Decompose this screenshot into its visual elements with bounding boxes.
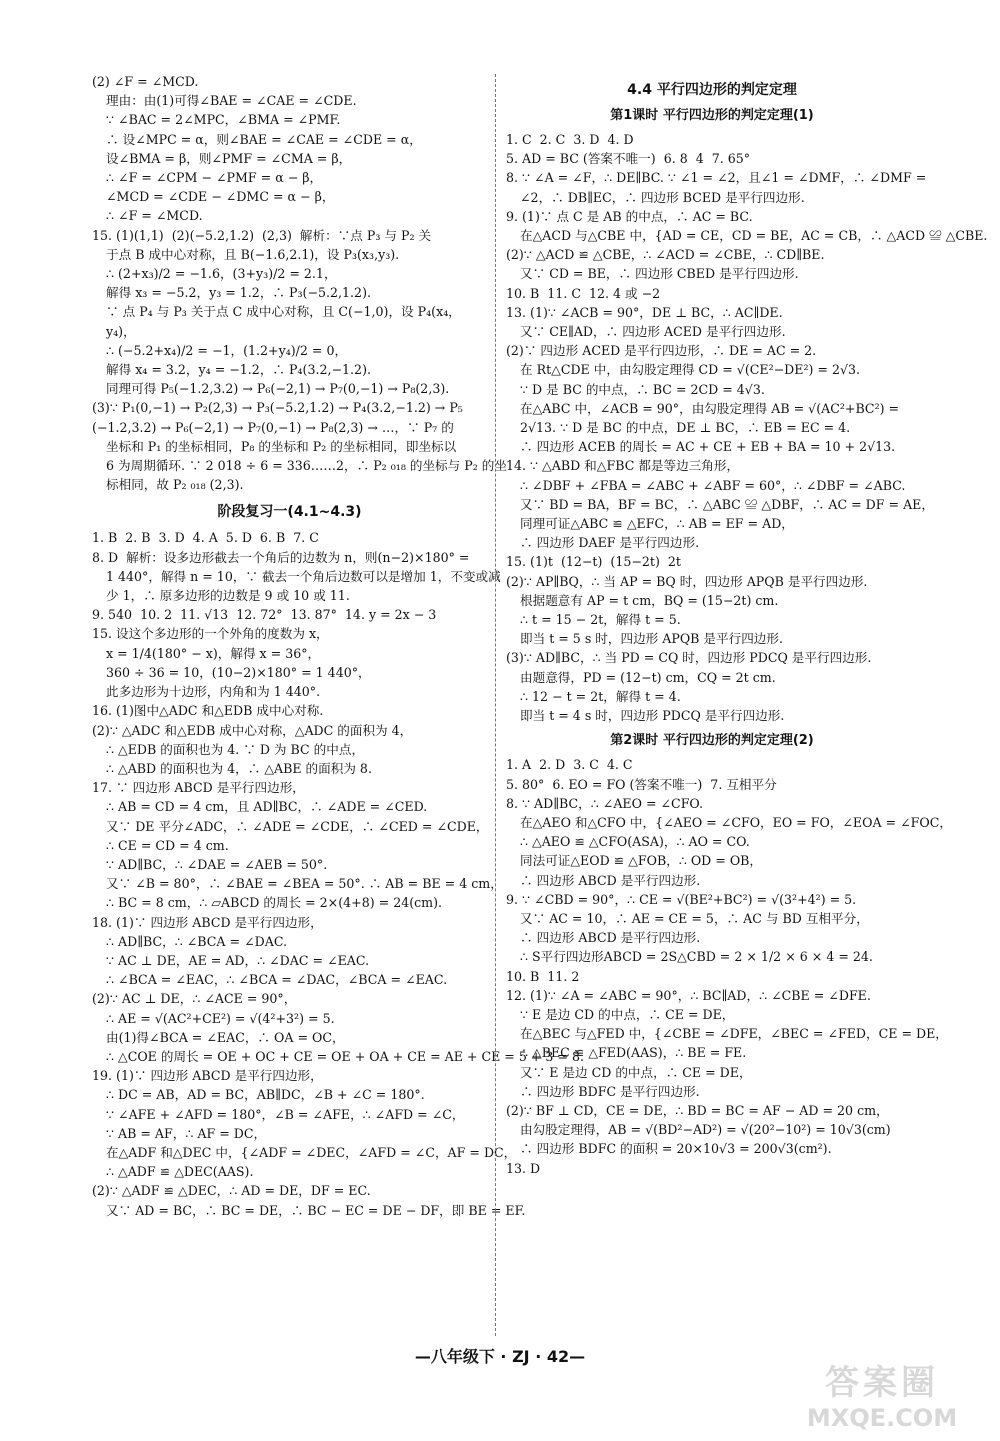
answer-line: y₄)， — [106, 323, 136, 339]
lesson-title: 第1课时 平行四边形的判定定理(1) — [610, 108, 814, 123]
answer-line: (−1.2,3.2) → P₆(−2,1) → P₇(0,−1) → P₈(2,3) → …，∵ P₇ 的 — [92, 419, 454, 435]
answer-line: 9. ∵ ∠CBD = 90°，∴ CE = √(BE²+BC²) = √(3²+4²) = 5. — [506, 891, 857, 907]
answer-line: 8. ∵ AD∥BC，∴ ∠AEO = ∠CFO. — [506, 795, 704, 811]
answer-line: 又∵ CD = BE，∴ 四边形 CBED 是平行四边形. — [520, 266, 799, 282]
answer-line: ∴ DC = AB，AD = BC，AB∥DC，∠B + ∠C = 180°. — [106, 1087, 425, 1103]
answer-line: 即当 t = 5 s 时，四边形 APQB 是平行四边形. — [520, 631, 783, 647]
answer-line: 14. ∵ △ABD 和△FBC 都是等边三角形， — [506, 458, 740, 474]
answer-line: ∵ D 是 BC 的中点，∴ BC = 2CD = 4√3. — [520, 381, 765, 397]
answer-line: ∵ AB = AF，∴ AF = DC， — [106, 1125, 267, 1141]
answer-line: ∴ (−5.2+x₄)/2 = −1，(1.2+y₄)/2 = 0， — [106, 342, 348, 358]
answer-line: 由勾股定理得，AB = √(BD²−AD²) = √(20²−10²) = 10√3(cm) — [520, 1122, 891, 1138]
answer-line: ∵ AD∥BC，∴ ∠DAE = ∠AEB = 50°. — [106, 856, 328, 872]
answer-line: 12. (1)∵ ∠A = ∠ABC = 90°，∴ BC∥AD，∴ ∠CBE = ∠DFE. — [506, 987, 871, 1003]
answer-line: 此多边形为十边形，内角和为 1 440°. — [106, 684, 321, 700]
answer-line: 17. ∵ 四边形 ABCD 是平行四边形， — [92, 780, 305, 796]
answer-line: 解得 x₃ = −5.2，y₃ = 1.2，∴ P₃(−5.2,1.2). — [106, 285, 371, 301]
answer-line: 18. (1)∵ 四边形 ABCD 是平行四边形， — [92, 914, 323, 930]
answer-line: ∴ 四边形 ACEB 的周长 = AC + CE + EB + BA = 10 + 2√13. — [520, 439, 896, 455]
answer-line: 理由：由(1)可得∠BAE = ∠CAE = ∠CDE. — [106, 93, 357, 109]
answer-line: 在△ABC 中，∠ACB = 90°，由勾股定理得 AB = √(AC²+BC²) = — [520, 400, 900, 416]
answer-line: 15. (1)t (12−t) (15−2t) 2t — [506, 554, 681, 570]
answer-line: 标相同，故 P₂ ₀₁₈ (2,3). — [106, 477, 244, 493]
answer-line: 19. (1)∵ 四边形 ABCD 是平行四边形， — [92, 1068, 323, 1084]
answer-line: (2) ∠F = ∠MCD. — [92, 74, 199, 89]
answer-line: 360 ÷ 36 = 10，(10−2)×180° = 1 440°， — [106, 664, 371, 680]
answer-line: 1 440°，解得 n = 10，∵ 截去一个角后边数可以是增加 1，不变或减 — [106, 568, 501, 584]
answer-line: 又∵ E 是边 CD 的中点，∴ CE = DE， — [520, 1064, 752, 1080]
answer-line: ∴ 四边形 BDFC 是平行四边形. — [520, 1083, 700, 1099]
page-footer: —八年级下 · ZJ · 42— — [414, 1347, 586, 1366]
answer-line: 根据题意有 AP = t cm，BQ = (15−2t) cm. — [520, 592, 779, 608]
answer-line: (2)∵ △ADC 和△EDB 成中心对称，△ADC 的面积为 4， — [92, 722, 413, 738]
answer-line: 9. (1)∵ 点 C 是 AB 的中点，∴ AC = BC. — [506, 208, 753, 224]
answer-line: x = 1/4(180° − x)，解得 x = 36°， — [106, 645, 321, 661]
watermark-url: MXQE.COM — [806, 1404, 958, 1432]
answer-line: 同理可得 P₅(−1.2,3.2) → P₆(−2,1) → P₇(0,−1) → P₈(2,3). — [106, 381, 450, 397]
answer-line: 10. B 11. 2 — [506, 968, 580, 984]
answer-line: ∴ CE = CD = 4 cm. — [106, 837, 229, 853]
answer-line: 8. ∵ ∠A = ∠F，∴ DE∥BC. ∵ ∠1 = ∠2，且∠1 = ∠DMF，∴ ∠DMF = — [506, 170, 927, 186]
answer-line: 1. B 2. B 3. D 4. A 5. D 6. B 7. C — [92, 530, 319, 546]
answer-line: 8. D 解析：设多边形截去一个角后的边数为 n，则(n−2)×180° = — [92, 549, 470, 565]
answer-line: ∴ 四边形 ABCD 是平行四边形. — [520, 872, 701, 888]
answer-line: ∠2，∴ DB∥EC，∴ 四边形 BCED 是平行四边形. — [520, 189, 805, 205]
answer-line: 6 为周期循环. ∵ 2 018 ÷ 6 = 336……2，∴ P₂ ₀₁₈ 的坐标与 P₂ 的坐 — [106, 458, 507, 474]
answer-line: ∴ △BEC ≌ △FED(AAS)，∴ BE = FE. — [520, 1045, 747, 1061]
answer-line: ∴ △ABD 的面积也为 4，∴ △ABE 的面积为 8. — [106, 760, 372, 776]
answer-line: ∴ 四边形 DAEF 是平行四边形. — [520, 535, 700, 551]
answer-line: (2)∵ 四边形 ACED 是平行四边形，∴ DE = AC = 2. — [506, 343, 817, 359]
answer-line: 少 1，∴ 原多边形的边数是 9 或 10 或 11. — [106, 588, 350, 604]
answer-line: 又∵ AD = BC，∴ BC = DE，∴ BC − EC = DE − DF，即 BE = EF. — [106, 1202, 526, 1218]
answer-line: ∴ ∠F = ∠MCD. — [106, 208, 203, 224]
answer-line: (3)∵ AD∥BC，∴ 当 PD = CQ 时，四边形 PDCQ 是平行四边形. — [506, 650, 872, 666]
answer-line: 又∵ CE∥AD，∴ 四边形 ACED 是平行四边形. — [520, 324, 786, 340]
answer-line: 同理可证△ABC ≌ △EFC，∴ AB = EF = AD， — [520, 516, 794, 532]
answer-line: (2)∵ AC ⊥ DE，∴ ∠ACE = 90°， — [92, 991, 297, 1007]
answer-line: ∵ ∠AFE + ∠AFD = 180°，∠B = ∠AFE，∴ ∠AFD = ∠C， — [106, 1106, 465, 1122]
answer-line: 10. B 11. C 12. 4 或 −2 — [506, 285, 661, 301]
answer-line: 2√13. ∵ D 是 BC 的中点，DE ⊥ BC，∴ EB = EC = 4. — [520, 420, 851, 436]
section-title: 4.4 平行四边形的判定定理 — [627, 82, 797, 98]
answer-line: 13. D — [506, 1160, 541, 1176]
answer-line: 1. C 2. C 3. D 4. D — [506, 132, 634, 147]
answer-line: ∴ ∠F = ∠CPM − ∠PMF = α − β， — [106, 170, 323, 186]
answer-line: ∴ AE = √(AC²+CE²) = √(4²+3²) = 5. — [106, 1010, 335, 1026]
answer-line: ∵ ∠BAC = 2∠MPC，∠BMA = ∠PMF. — [106, 112, 341, 128]
answer-line: 13. (1)∵ ∠ACB = 90°，DE ⊥ BC，∴ AC∥DE. — [506, 304, 783, 320]
answer-line: ∴ S平行四边形ABCD = 2S△CBD = 2 × 1/2 × 6 × 4 = 24. — [520, 949, 873, 965]
answer-line: ∴ BC = 8 cm，∴ ▱ABCD 的周长 = 2×(4+8) = 24(cm). — [106, 895, 443, 911]
answer-line: ∴ △EDB 的面积也为 4. ∵ D 为 BC 的中点， — [106, 741, 365, 757]
answer-line: (2)∵ △ADF ≌ △DEC，∴ AD = DE，DF = EC. — [92, 1183, 371, 1199]
answer-line: ∠MCD = ∠CDE − ∠DMC = α − β， — [106, 189, 335, 205]
answer-line: (2)∵ AP∥BQ，∴ 当 AP = BQ 时，四边形 APQB 是平行四边形. — [506, 573, 868, 589]
answer-line: 设∠BMA = β，则∠PMF = ∠CMA = β， — [106, 150, 352, 166]
answer-line: (3)∵ P₁(0,−1) → P₂(2,3) → P₃(−5.2,1.2) → P₄(3.2,−1.2) → P₅ — [92, 400, 463, 416]
section-title: 阶段复习一(4.1~4.3) — [217, 504, 362, 521]
answer-line: (2)∵ △ACD ≌ △CBE，∴ ∠ACD = ∠CBE，∴ CD∥BE. — [506, 247, 825, 263]
answer-line: ∴ ∠BCA = ∠EAC，∴ ∠BCA = ∠DAC，∠BCA = ∠EAC. — [106, 972, 448, 988]
answer-line: 由(1)得∠BCA = ∠EAC，∴ OA = OC， — [106, 1029, 345, 1045]
watermark-logo — [782, 1355, 982, 1435]
answer-line: 15. 设这个多边形的一个外角的度数为 x， — [92, 626, 329, 642]
answer-line: 15. (1)(1,1) (2)(−5.2,1.2) (2,3) 解析：∵点 P₃ 与 P₂ 关 — [92, 227, 432, 243]
answer-line: 5. 80° 6. EO = FO (答案不唯一) 7. 互相平分 — [506, 776, 777, 792]
answer-line: 在△AEO 和△CFO 中，{∠AEO = ∠CFO，EO = FO，∠EOA = ∠FOC， — [520, 814, 952, 830]
column-divider — [495, 74, 496, 1336]
answer-line: 由题意得，PD = (12−t) cm，CQ = 2t cm. — [520, 669, 776, 685]
answer-line: 16. (1)图中△ADC 和△EDB 成中心对称. — [92, 703, 324, 719]
answer-line: ∴ ∠DBF + ∠FBA = ∠ABC + ∠ABF = 60°，∴ ∠DBF = ∠ABC. — [520, 477, 906, 493]
answer-line: 5. AD = BC (答案不唯一) 6. 8 4 7. 65° — [506, 151, 751, 167]
answer-line: 在△ADF 和△DEC 中，{∠ADF = ∠DEC，∠AFD = ∠C，AF = DC， — [106, 1144, 517, 1160]
answer-line: 又∵ DE 平分∠ADC，∴ ∠ADE = ∠CDE，∴ ∠CED = ∠CDE， — [106, 818, 489, 834]
answer-line: ∴ 设∠MPC = α，则∠BAE = ∠CAE = ∠CDE = α， — [106, 131, 422, 147]
answer-line: 又∵ BD = BA，BF = BC，∴ △ABC ≌ △DBF，∴ AC = DF = AE， — [520, 496, 934, 512]
answer-line: (2)∵ BF ⊥ CD，CE = DE，∴ BD = BC = AF − AD = 20 cm， — [506, 1102, 889, 1118]
answer-line: 即当 t = 4 s 时，四边形 PDCQ 是平行四边形. — [520, 708, 785, 724]
lesson-title: 第2课时 平行四边形的判定定理(2) — [610, 733, 814, 749]
answer-line: ∴ 12 − t = 2t，解得 t = 4. — [520, 688, 681, 704]
answer-line: ∴ (2+x₃)/2 = −1.6，(3+y₃)/2 = 2.1， — [106, 266, 337, 282]
answer-line: ∴ 四边形 ABCD 是平行四边形. — [520, 930, 701, 946]
answer-line: 于点 B 成中心对称，且 B(−1.6,2.1)，设 P₃(x₃,y₃). — [106, 246, 400, 262]
answer-line: ∵ 点 P₄ 与 P₃ 关于点 C 成中心对称，且 C(−1,0)，设 P₄(x₄， — [106, 304, 461, 320]
answer-line: ∵ AC ⊥ DE，AE = AD，∴ ∠DAC = ∠EAC. — [106, 952, 370, 968]
answer-line: 坐标和 P₁ 的坐标相同，P₈ 的坐标和 P₂ 的坐标相同，即坐标以 — [106, 438, 457, 454]
answer-line: ∴ t = 15 − 2t，解得 t = 5. — [520, 612, 681, 628]
watermark-text: 答案圈 — [825, 1363, 939, 1403]
answer-line: ∴ △AEO ≌ △CFO(ASA)，∴ AO = CO. — [520, 834, 750, 850]
answer-line: ∴ AD∥BC，∴ ∠BCA = ∠DAC. — [106, 933, 288, 949]
right-column — [506, 72, 988, 1178]
answer-line: 又∵ ∠B = 80°，∴ ∠BAE = ∠BEA = 50°. ∴ AB = BE = 4 cm， — [106, 876, 503, 892]
answer-line: 解得 x₄ = 3.2，y₄ = −1.2，∴ P₄(3.2,−1.2). — [106, 362, 371, 378]
answer-line: ∴ AB = CD = 4 cm，且 AD∥BC，∴ ∠ADE = ∠CED. — [106, 799, 428, 815]
answer-line: ∵ E 是边 CD 的中点，∴ CE = DE， — [520, 1006, 735, 1022]
answer-line: 又∵ AC = 10，∴ AE = CE = 5，∴ AC 与 BD 互相平分， — [520, 910, 869, 926]
answer-line: ∴ 四边形 BDFC 的面积 = 20×10√3 = 200√3(cm²). — [520, 1141, 832, 1157]
answer-line: 同法可证△EOD ≌ △FOB，∴ OD = OB， — [520, 853, 762, 869]
answer-line: 在△ACD 与△CBE 中，{AD = CE，CD = BE，AC = CB，∴ △ACD ≌ △CBE. — [520, 228, 988, 244]
answer-line: 在△BEC 与△FED 中，{∠CBE = ∠DFE，∠BEC = ∠FED，CE = DE， — [520, 1026, 948, 1042]
answer-line: 1. A 2. D 3. C 4. C — [506, 757, 633, 773]
answer-line: ∴ △ADF ≌ △DEC(AAS). — [106, 1164, 254, 1180]
answer-line: 在 Rt△CDE 中，由勾股定理得 CD = √(CE²−DE²) = 2√3. — [520, 362, 861, 378]
answer-line: ∴ △COE 的周长 = OE + OC + CE = OE + OA + CE = AE + CE = 5 + 3 = 8. — [106, 1048, 585, 1064]
answer-line: 9. 540 10. 2 11. √13 12. 72° 13. 87° 14. y = 2x − 3 — [92, 607, 437, 623]
